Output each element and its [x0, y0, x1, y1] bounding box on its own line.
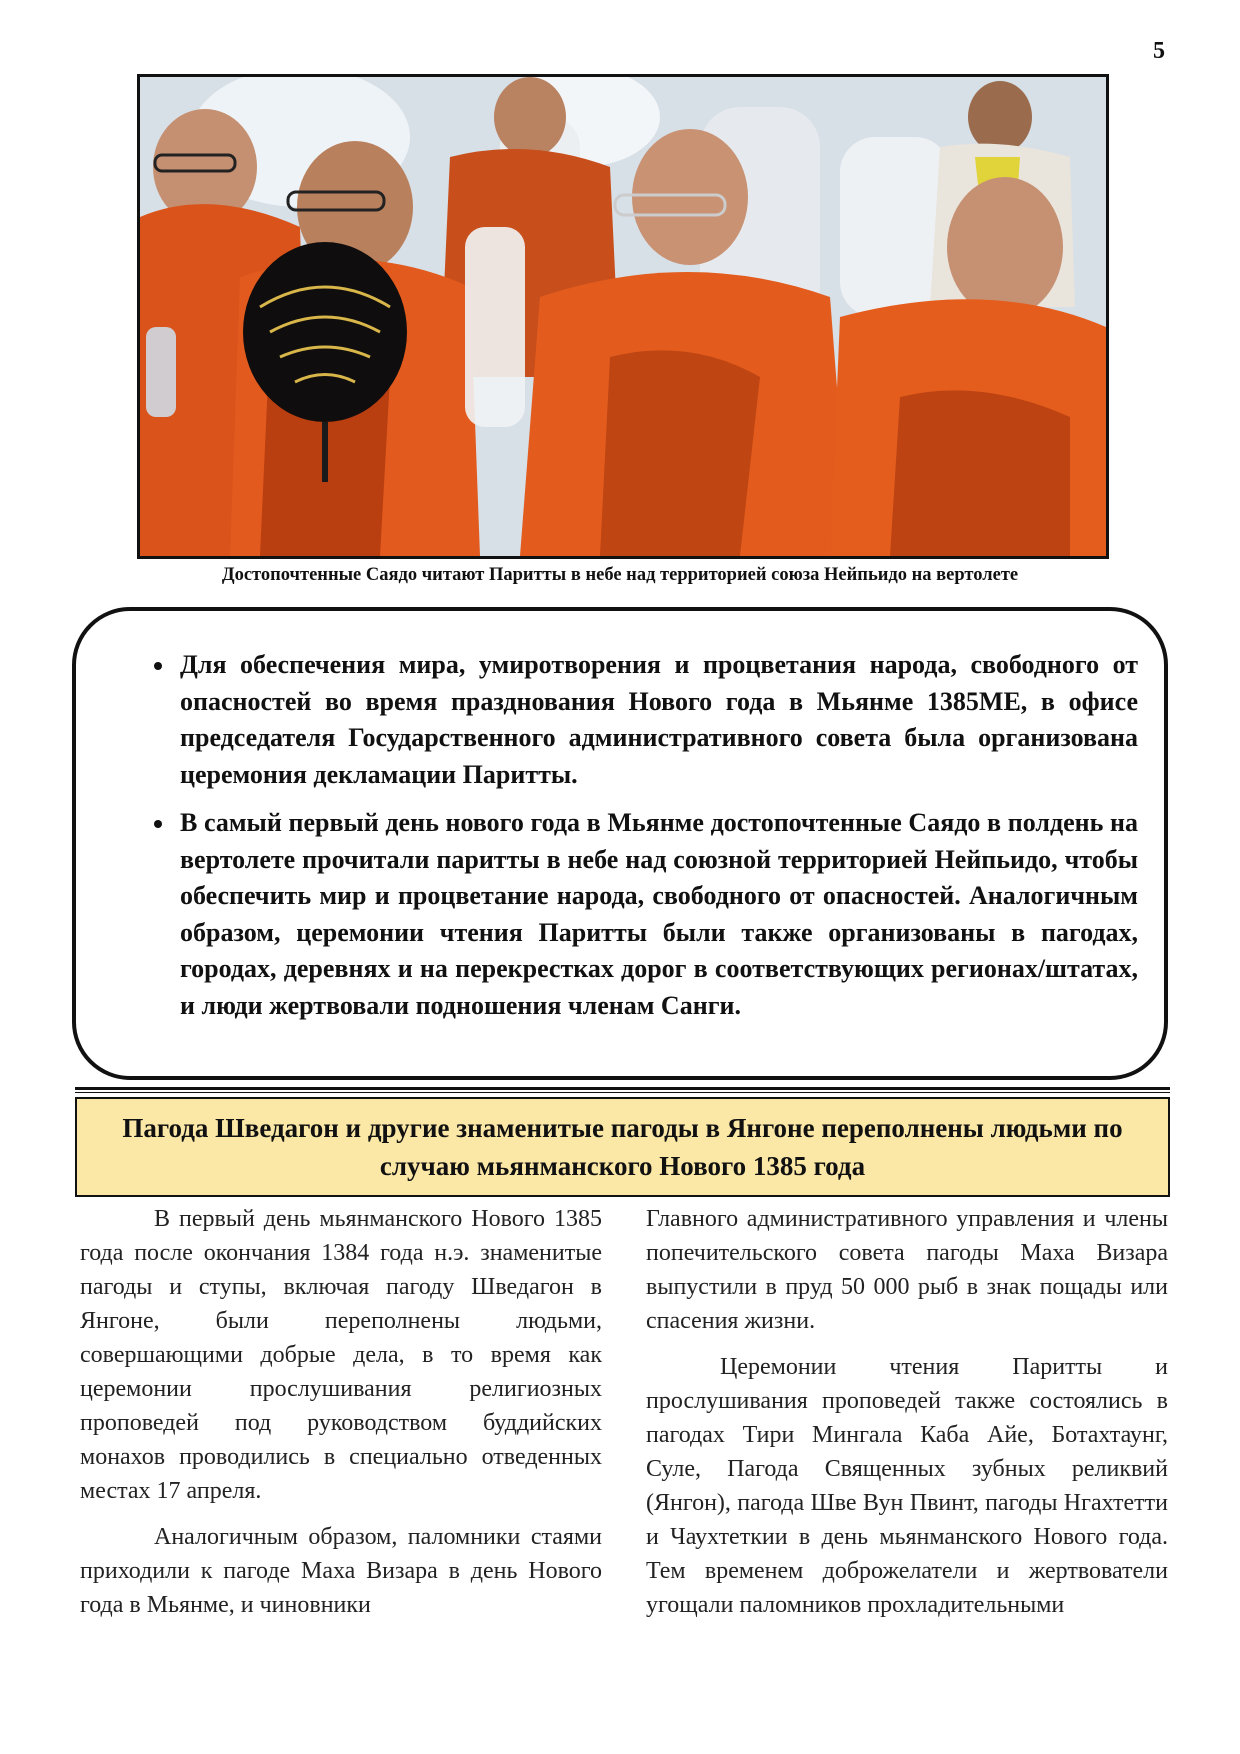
page-number: 5 — [1153, 38, 1165, 64]
section-divider-thin — [75, 1092, 1170, 1093]
summary-list — [116, 647, 1138, 1024]
photo-illustration — [140, 77, 1106, 556]
summary-box — [72, 607, 1168, 1080]
article-column-left — [80, 1202, 602, 1634]
article-body — [80, 1202, 1168, 1634]
paragraph: Аналогичным образом, паломники стаями приходили к пагоде Маха Визара в день Нового года в Мьянме, и чиновники — [80, 1524, 602, 1618]
paragraph: Церемонии чтения Паритты и прослушивания проповедей также состоялись в пагодах Тири Мингала Каба Айе, Ботахтаунг, Суле, Пагода Священных зубных реликвий (Янгон), пагода Шве Вун Пвинт, пагоды Нгахтетти и Чаухтеткии в день мьянманского Нового года. Тем временем доброжелатели и жертвователи угощали паломников прохладительными — [646, 1354, 1168, 1618]
photo-caption: Достопочтенные Саядо читают Паритты в небе над территорией союза Нейпьидо на вертолете — [221, 565, 1019, 585]
black-fan-with-burmese-script-icon — [243, 242, 407, 422]
section-divider — [75, 1087, 1170, 1090]
paragraph: В первый день мьянманского Нового 1385 года после окончания 1384 года н.э. знаменитые пагоды и ступы, включая пагоду Шведагон в Янгоне, были переполнены людьми, совершающими добрые дела, в то время как церемонии прослушивания религиозных проповедей под руководством буддийских монахов проводились в специально отведенных местах 17 апреля. — [80, 1206, 602, 1504]
article-headline: Пагода Шведагон и другие знаменитые пагоды в Янгоне переполнены людьми по случаю мьянманского Нового 1385 года — [75, 1097, 1170, 1197]
summary-bullet-2: • В самый первый день нового года в Мьянме достопочтенные Саядо в полдень на вертолете прочитали паритты в небе над союзной территорией Нейпьидо, чтобы обеспечить мир и процветание народа, свободного от опасностей. Аналогичным образом, церемонии чтения Паритты были также организованы в пагодах, городах, деревнях и на перекрестках дорог в соответствующих регионах/штатах, и люди жертвовали подношения членам Санги. — [176, 805, 1138, 1024]
summary-bullet-1: • Для обеспечения мира, умиротворения и процветания народа, свободного от опасностей во время празднования Нового года в Мьянме 1385МЕ, в офисе председателя Государственного административного совета была организована церемония декламации Паритты. — [176, 647, 1138, 793]
paragraph: Главного административного управления и члены попечительского совета пагоды Маха Визара выпустили в пруд 50 000 рыб в знак пощады или спасения жизни. — [646, 1206, 1168, 1334]
article-column-right — [646, 1202, 1168, 1634]
photo-monks-helicopter — [137, 74, 1109, 559]
